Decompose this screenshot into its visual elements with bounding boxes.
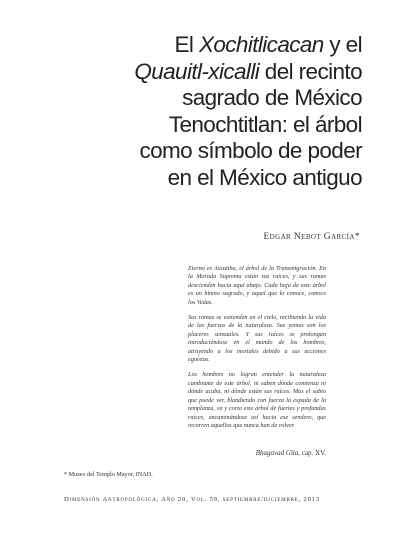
attribution-work: Bhagavad Gîta [255,449,299,457]
author-name: Edgar Nebot García* [263,232,360,242]
attribution-ref: , cap. XV. [298,449,326,457]
title-text: y el [323,32,362,57]
title-text: del recinto [259,58,362,84]
epigraph-paragraph: Los hombres no logran entender la naturaleza cambiante de este árbol, ni saben dónde comienza ni dónde acaba, ni dónde están sus raíces. Mas el sabio que puede ver, blandiendo con fuerza la espada de la templanza, va y corta este árbol de fuertes y profundas raíces, encaminándose así hacia ese sendero, que recorren aquellos que nunca han de volver. [188,371,326,429]
title-italic-term: Xochitlicacan [198,32,324,57]
journal-footer: Dimensión Antropológica, Año 20, Vol. 59, septiembre/diciembre, 2013 [64,496,320,503]
title-line-6: en el México antiguo [167,164,362,190]
title-line-3: sagrado de México [182,85,362,110]
title-line-2 [42,59,362,86]
epigraph [188,265,326,437]
title-line-1 [42,32,362,59]
article-title [42,32,362,191]
epigraph-paragraph: Sus ramas se extienden en el cielo, recibiendo la vida de las fuerzas de la naturaleza. Sus yemas son los placeres sensuales. Y sus raíces se prolongan introduciéndose en el mundo de los hombres, atrayendo a los mortales debido a sus acciones egoístas. [188,314,326,364]
affiliation-footnote: * Museo del Templo Mayor, INAH. [64,471,153,478]
title-text: El [174,32,199,57]
epigraph-paragraph: Eterno es Asvattha, el árbol de la Transmigración. En la Morada Suprema están sus raíces, y sus ramas descienden hacia aquí abajo. Cada hoja de este árbol es un himno sagrado, y aquel que lo conoce, conoce los Vedas. [188,265,326,306]
title-italic-term: Quauitl-xicalli [134,58,260,84]
epigraph-attribution [256,449,326,457]
title-line-5: como símbolo de poder [139,138,362,163]
title-line-4: Tenochtitlan: el árbol [168,111,362,137]
